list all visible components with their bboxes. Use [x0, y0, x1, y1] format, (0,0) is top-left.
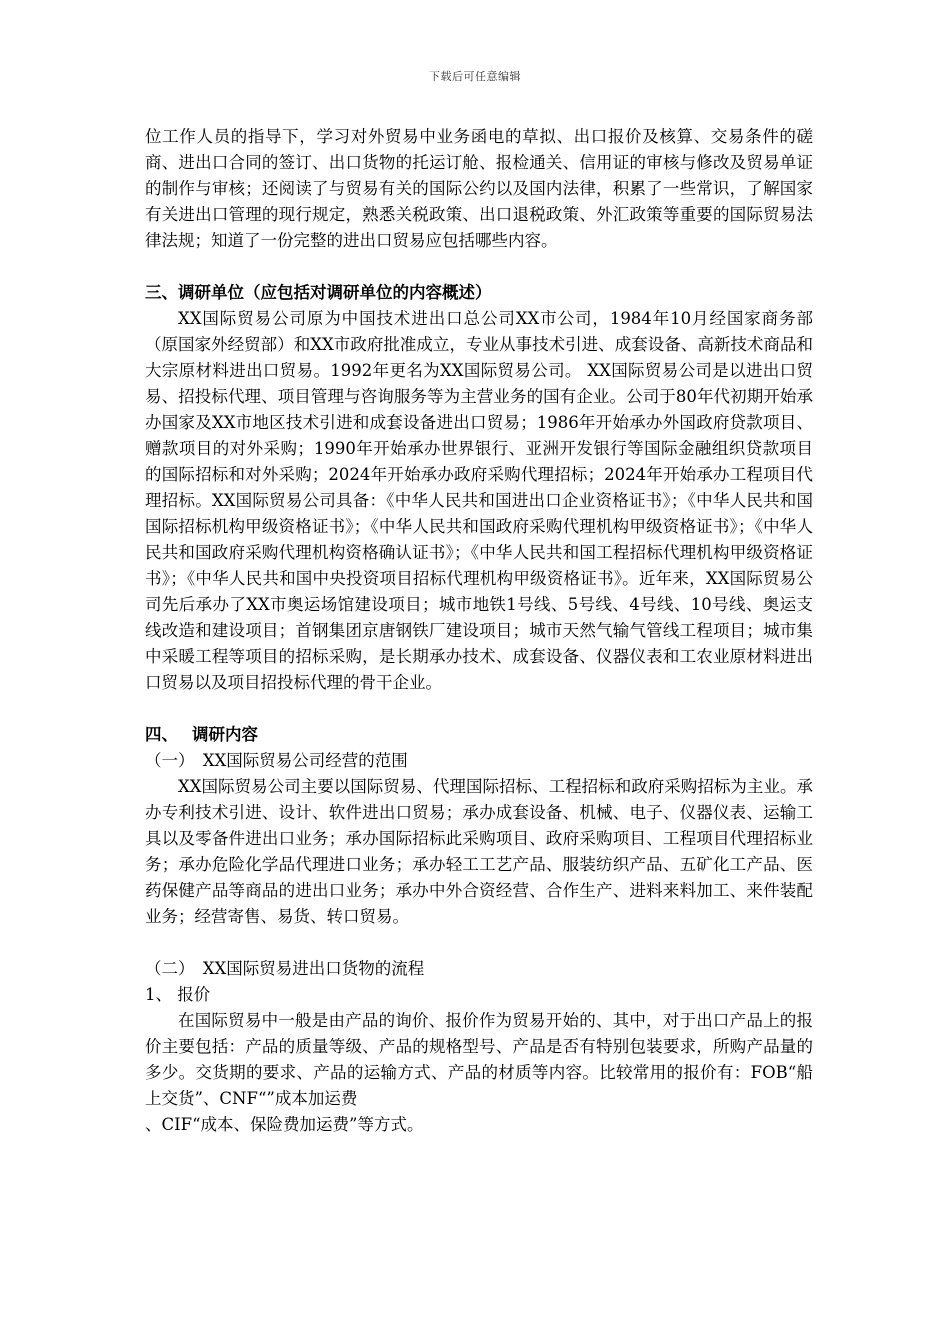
- spacer: [145, 696, 813, 722]
- spacer: [145, 254, 813, 280]
- header-note: 下载后可任意编辑: [429, 70, 521, 83]
- intro-paragraph: 位工作人员的指导下，学习对外贸易中业务函电的草拟、出口报价及核算、交易条件的磋商、进出口合同的签订、出口货物的托运订舱、报检通关、信用证的审核与修改及贸易单证的制作与审核；还阅读了与贸易有关的国际公约以及国内法律，积累了一些常识，了解国家有关进出口管理的现行规定，熟悉关税政策、出口退税政策、外汇政策等重要的国际贸易法律法规；知道了一份完整的进出口贸易应包括哪些内容。: [145, 127, 813, 250]
- quote-paragraph-continued: 、CIF“成本、保险费加运费”等方式。: [145, 1115, 424, 1134]
- unit-paragraph: XX国际贸易公司原为中国技术进出口总公司XX市公司，1984年10月经国家商务部（原国家外经贸部）和XX市政府批准成立，专业从事技术引进、成套设备、高新技术商品和大宗原材料进出口贸易。1992年更名为XX国际贸易公司。 XX国际贸易公司是以进出口贸易、招投标代理、项目管理与咨询服务等为主营业务的国有企业。公司于80年代初期开始承办国家及XX市地区技术引进和成套设备进出口贸易；1986年开始承办外国政府贷款项目、赠款项目的对外采购；1990年开始承办世界银行、亚洲开发银行等国际金融组织贷款项目的国际招标和对外采购；2024年开始承办政府采购代理招标；2024年开始承办工程项目代理招标。XX国际贸易公司具备：《中华人民共和国进出口企业资格证书》；《中华人民共和国国际招标机构甲级资格证书》；《中华人民共和国政府采购代理机构甲级资格证书》；《中华人民共和国政府采购代理机构资格确认证书》；《中华人民共和国工程招标代理机构甲级资格证书》；《中华人民共和国中央投资项目招标代理机构甲级资格证书》。近年来，XX国际贸易公司先后承办了XX市奥运场馆建设项目；城市地铁1号线、5号线、4号线、10号线、奥运支线改造和建设项目；首钢集团京唐钢铁厂建设项目；城市天然气输气管线工程项目；城市集中采暖工程等项目的招标采购，是长期承办技术、成套设备、仪器仪表和工农业原材料进出口贸易以及项目招投标代理的骨干企业。: [145, 309, 813, 692]
- subsection-heading-2: （二） XX国际贸易进出口货物的流程: [145, 959, 425, 978]
- quote-paragraph: 在国际贸易中一般是由产品的询价、报价作为贸易开始的、其中，对于出口产品上的报价主要包括：产品的质量等级、产品的规格型号、产品是否有特别包装要求，所购产品量的多少。交货期的要求、产品的运输方式、产品的材质等内容。比较常用的报价有：FOB“船上交货”、CNF“”成本加运费: [145, 1011, 813, 1108]
- section-heading-4: 四、 调研内容: [145, 725, 258, 744]
- scope-paragraph: XX国际贸易公司主要以国际贸易、代理国际招标、工程招标和政府采购招标为主业。承办专利技术引进、设计、软件进出口贸易；承办成套设备、机械、电子、仪器仪表、运输工具以及零备件进出口业务；承办国际招标此采购项目、政府采购项目、工程项目代理招标业务；承办危险化学品代理进口业务；承办轻工工艺产品、服装纺织产品、五矿化工产品、医药保健产品等商品的进出口业务；承办中外合资经营、合作生产、进料来料加工、来件装配业务；经营寄售、易货、转口贸易。: [145, 777, 813, 926]
- subsection-heading-1: （一） XX国际贸易公司经营的范围: [145, 751, 408, 770]
- document-body: [145, 124, 813, 1138]
- section-heading-3: 三、调研单位（应包括对调研单位的内容概述）: [145, 283, 492, 302]
- spacer: [145, 930, 813, 956]
- list-item-quote: 1、 报价: [145, 985, 211, 1004]
